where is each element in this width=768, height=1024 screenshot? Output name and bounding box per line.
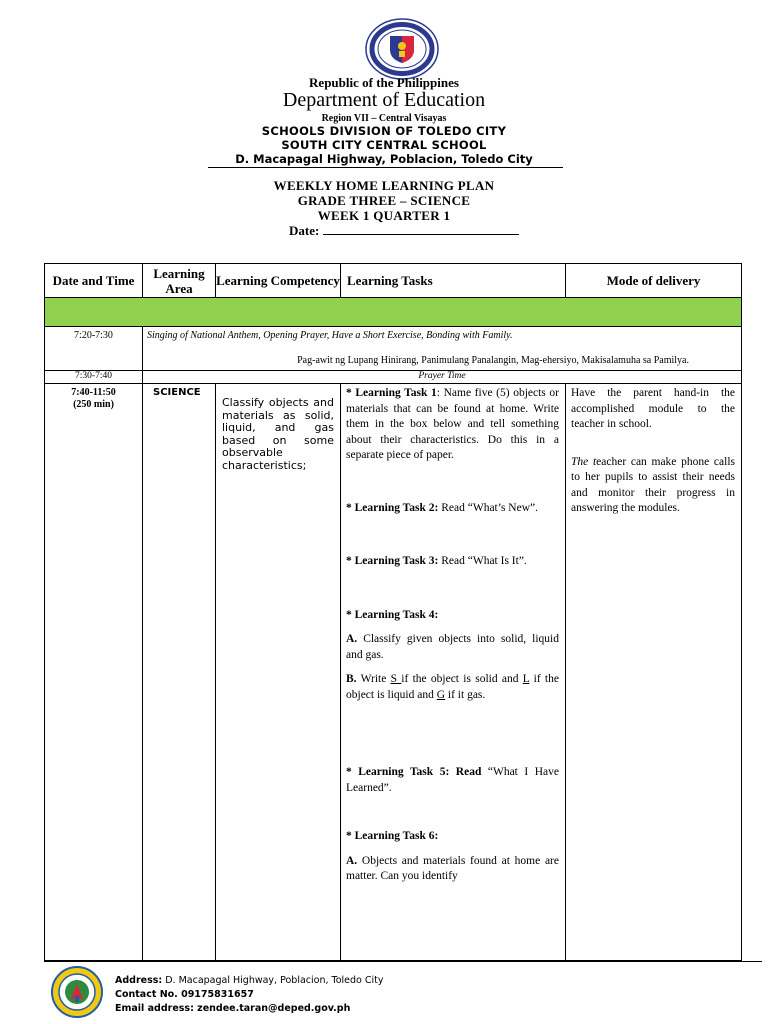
- prayer-row: [45, 371, 742, 384]
- task-4b: [346, 672, 559, 703]
- science-row: [45, 384, 742, 961]
- task-2-text: Read “What’s New”.: [438, 501, 538, 514]
- task-4a-text: Classify given objects into solid, liquid and gas.: [346, 633, 559, 661]
- department-name: Department of Education: [282, 89, 486, 111]
- task-5-text: “What I Have Learned”.: [346, 766, 559, 794]
- task-6a-text: Objects and materials found at home are matter. Can you identify: [346, 854, 559, 882]
- green-band: [45, 298, 742, 327]
- science-time: [45, 384, 143, 961]
- task-4b-text-3: if the object is liquid and: [346, 673, 559, 701]
- footer-contact-value: 09175831657: [177, 989, 254, 1000]
- footer-email-label: Email address:: [115, 1003, 194, 1014]
- opening-time: 7:20-7:30: [45, 327, 143, 371]
- prayer-label: Prayer Time: [143, 371, 742, 384]
- table-header-row: [45, 264, 742, 298]
- date-label: Date:: [289, 223, 320, 238]
- school-logo: [51, 966, 103, 1018]
- header-date-time: Date and Time: [45, 264, 143, 298]
- date-blank-line: [323, 222, 519, 235]
- plan-grade: GRADE THREE – SCIENCE: [297, 193, 471, 208]
- mode-of-delivery: [566, 384, 742, 961]
- task-4b-g: G: [436, 688, 446, 701]
- task-4a-label: A.: [346, 633, 358, 645]
- footer-email: [115, 1003, 350, 1014]
- plan-week: WEEK 1 QUARTER 1: [317, 208, 451, 223]
- learning-tasks: [341, 384, 566, 961]
- task-4: [346, 608, 559, 624]
- header-mode-of-delivery: Mode of delivery: [566, 264, 742, 298]
- mode-parent-handin: Have the parent hand-in the accomplished module to the teacher in school.: [571, 387, 735, 430]
- task-4b-label: B.: [346, 673, 357, 685]
- header-divider: [208, 167, 563, 168]
- header-learning-competency: Learning Competency: [216, 264, 341, 298]
- header-learning-area: Learning Area: [143, 264, 216, 298]
- task-1-label: * Learning Task 1: [346, 387, 437, 399]
- plan-title: WEEKLY HOME LEARNING PLAN: [273, 178, 495, 193]
- task-2-label: * Learning Task 2:: [346, 501, 439, 514]
- mode-teacher-calls: [571, 455, 735, 517]
- task-4b-text-1: Write: [356, 673, 391, 685]
- footer-address: [115, 975, 384, 986]
- task-3: [346, 554, 559, 570]
- task-1-text: : Name five (5) objects or materials that can be found at home. Write them in the box below and tell something about their characteristics. Do this in a separate piece of paper.: [346, 387, 559, 461]
- task-6-label: * Learning Task 6:: [346, 830, 439, 842]
- footer-email-value: zendee.taran@deped.gov.ph: [193, 1003, 351, 1014]
- mode-teacher-italic: The t: [571, 455, 597, 468]
- task-4b-text-2: if the object is solid and: [401, 673, 523, 685]
- task-4b-text-4: if it gas.: [445, 688, 486, 701]
- task-6a-label: A.: [346, 854, 358, 867]
- task-6: [346, 829, 559, 845]
- footer-contact-label: Contact No.: [115, 989, 178, 1000]
- region-line: Region VII – Central Visayas: [321, 113, 447, 124]
- green-band-row: [45, 298, 742, 327]
- school-address: D. Macapagal Highway, Poblacion, Toledo City: [235, 152, 533, 166]
- task-4b-l: L: [522, 673, 530, 685]
- task-5-label: * Learning Task 5: Read: [346, 766, 482, 778]
- opening-activities: [143, 327, 742, 371]
- learning-competency: Classify objects and materials as solid, liquid, and gas based on some observable characteristics;: [216, 384, 341, 961]
- science-duration: (250 min): [73, 399, 114, 410]
- footer-contact: [115, 989, 254, 1000]
- republic-line: Republic of the Philippines: [309, 75, 459, 90]
- task-1: [346, 386, 559, 464]
- deped-seal-logo: [363, 18, 441, 80]
- division-line: SCHOOLS DIVISION OF TOLEDO CITY: [261, 124, 507, 138]
- task-2: [346, 501, 559, 517]
- task-4-label: * Learning Task 4:: [346, 608, 439, 621]
- task-3-label: * Learning Task 3:: [346, 555, 439, 567]
- opening-activities-english: Singing of National Anthem, Opening Prayer, Have a Short Exercise, Bonding with Family.: [147, 330, 513, 341]
- footer-divider: [44, 961, 762, 962]
- prayer-time: 7:30-7:40: [45, 371, 143, 384]
- task-4b-s: S: [390, 673, 402, 685]
- footer-address-label: Address:: [115, 975, 163, 986]
- mode-teacher-text: eacher can make phone calls to her pupils to assist their needs and monitor their progress in answering the modules.: [571, 455, 735, 514]
- task-5: [346, 765, 559, 796]
- science-time-range: 7:40-11:50: [71, 387, 116, 398]
- school-name: SOUTH CITY CENTRAL SCHOOL: [281, 138, 487, 152]
- date-field: [289, 222, 519, 239]
- footer-address-value: D. Macapagal Highway, Poblacion, Toledo City: [162, 975, 384, 986]
- task-3-text: Read “What Is It”.: [438, 555, 527, 567]
- task-6a: [346, 854, 559, 885]
- task-4a: [346, 632, 559, 663]
- learning-area-science: SCIENCE: [143, 384, 216, 961]
- learning-plan-table: [44, 263, 742, 961]
- opening-row: [45, 327, 742, 371]
- header-learning-tasks: Learning Tasks: [341, 264, 566, 298]
- opening-activities-filipino: Pag-awit ng Lupang Hinirang, Panimulang Panalangin, Mag-ehersiyo, Makisalamuha sa Pamilya.: [297, 355, 689, 366]
